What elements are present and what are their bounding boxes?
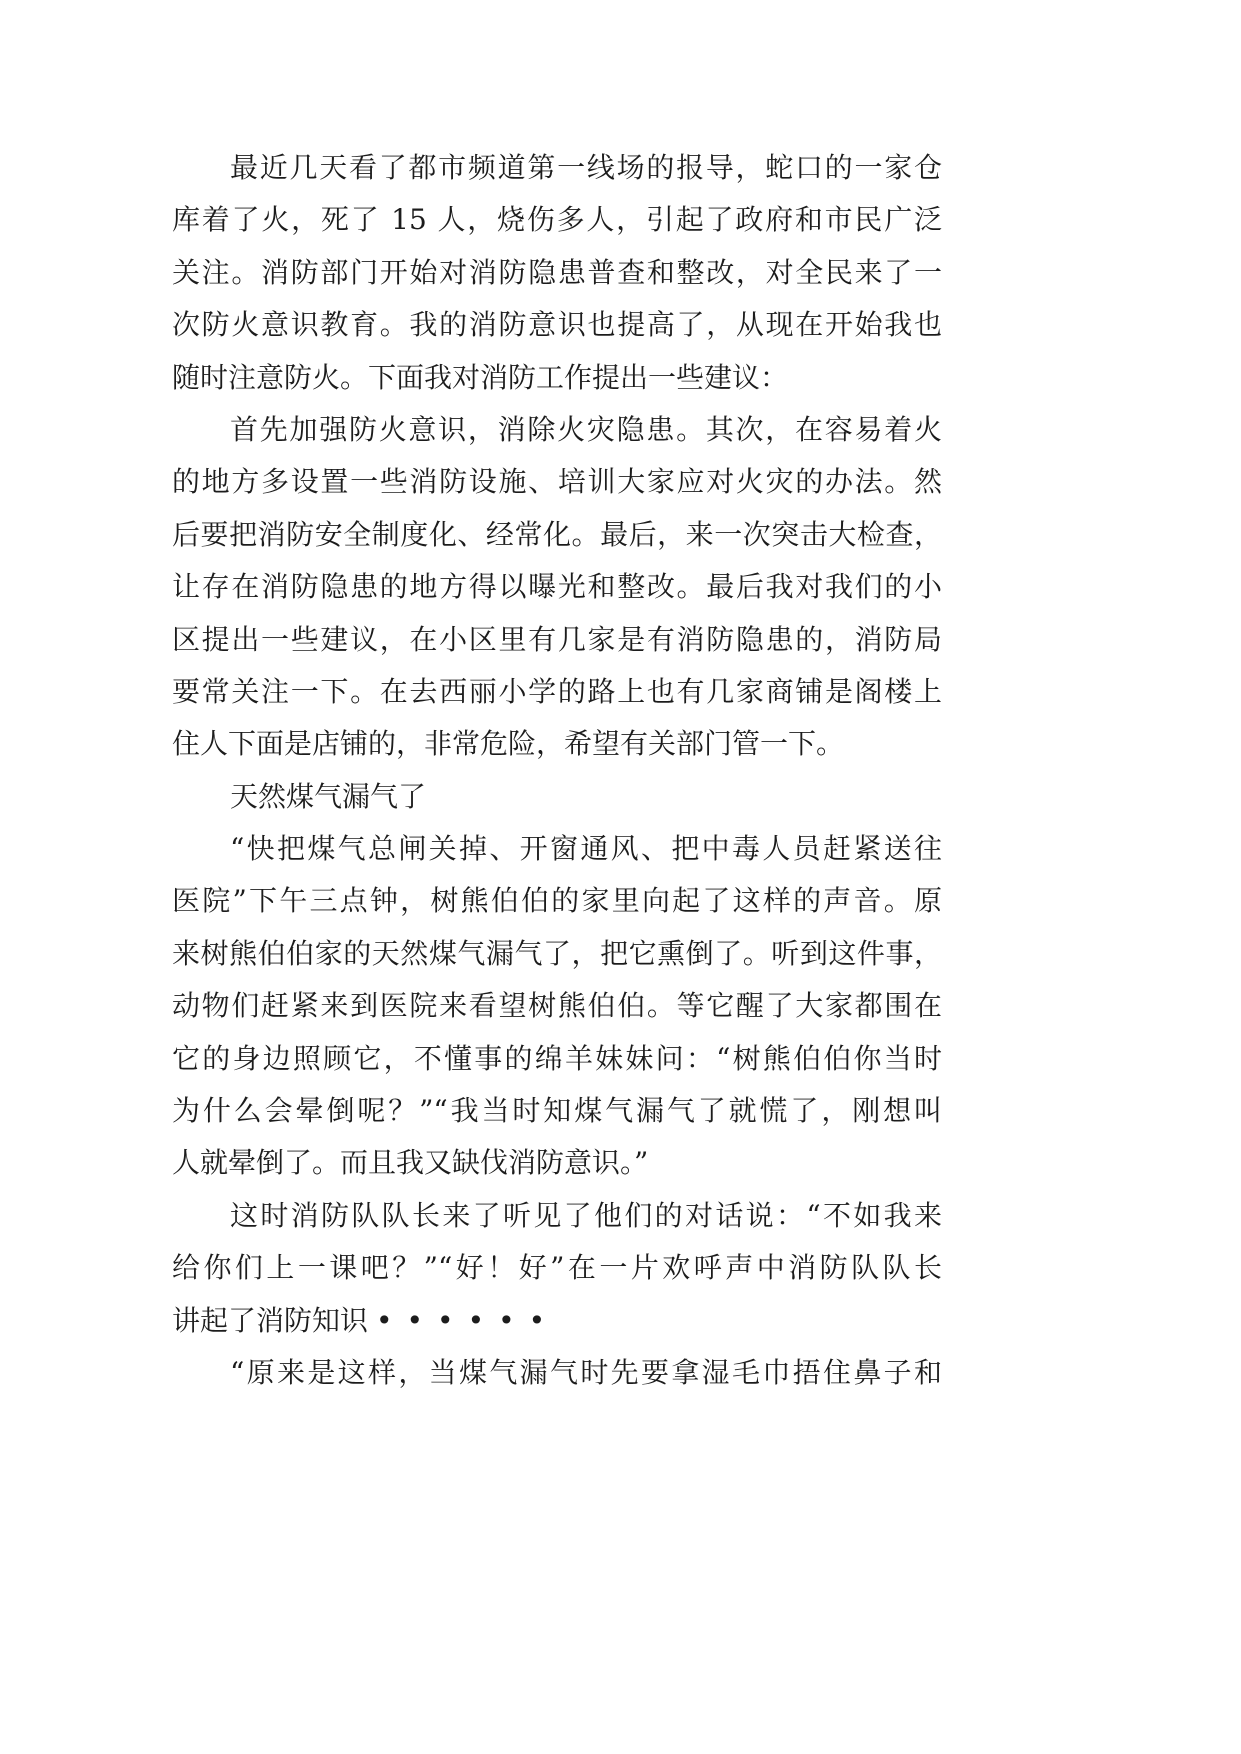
text-line-words: 讲起了消防知识	[172, 1303, 369, 1337]
ellipsis-dots: ••••••	[376, 1303, 560, 1337]
paragraph	[172, 404, 942, 771]
text-line: 给你们上一课吧？”“好！好”在一片欢呼声中消防队队长	[172, 1251, 942, 1285]
document-body	[172, 142, 942, 1399]
text-line: 的地方多设置一些消防设施、培训大家应对火灾的办法。然	[172, 465, 942, 499]
text-line	[172, 1295, 942, 1347]
text-line: 最近几天看了都市频道第一线场的报导，蛇口的一家仓	[230, 151, 942, 184]
text-line: 它的身边照顾它，不懂事的绵羊妹妹问：“树熊伯伯你当时	[172, 1041, 942, 1075]
text-line: 要常关注一下。在去西丽小学的路上也有几家商铺是阁楼上	[172, 674, 942, 708]
paragraph	[172, 823, 942, 1190]
section-heading: 天然煤气漏气了	[230, 779, 427, 813]
text-line: 来树熊伯伯家的天然煤气漏气了，把它熏倒了。听到这件事，	[172, 936, 942, 970]
text-line: “快把煤气总闸关掉、开窗通风、把中毒人员赶紧送往	[230, 832, 942, 866]
text-line: 次防火意识教育。我的消防意识也提高了，从现在开始我也	[172, 308, 942, 342]
paragraph	[172, 1190, 942, 1347]
text-line: 人就晕倒了。而且我又缺伐消防意识。”	[172, 1146, 649, 1180]
text-line: 首先加强防火意识，消除火灾隐患。其次，在容易着火	[230, 412, 942, 446]
text-line: 让存在消防隐患的地方得以曝光和整改。最后我对我们的小	[172, 570, 942, 604]
text-line: 后要把消防安全制度化、经常化。最后，来一次突击大检查，	[172, 517, 942, 551]
text-line: 随时注意防火。下面我对消防工作提出一些建议：	[172, 360, 789, 394]
text-line: 医院”下午三点钟，树熊伯伯的家里向起了这样的声音。原	[172, 884, 942, 918]
text-line: 动物们赶紧来到医院来看望树熊伯伯。等它醒了大家都围在	[172, 989, 942, 1023]
text-line: 区提出一些建议，在小区里有几家是有消防隐患的，消防局	[172, 622, 942, 656]
paragraph	[172, 771, 942, 823]
text-line: 关注。消防部门开始对消防隐患普查和整改，对全民来了一	[172, 255, 942, 289]
text-line: 住人下面是店铺的，非常危险，希望有关部门管一下。	[172, 727, 845, 761]
text-line: “原来是这样，当煤气漏气时先要拿湿毛巾捂住鼻子和	[230, 1355, 942, 1389]
text-line: 为什么会晕倒呢？”“我当时知煤气漏气了就慌了，刚想叫	[172, 1094, 942, 1128]
paragraph	[172, 142, 942, 404]
text-line: 这时消防队队长来了听见了他们的对话说：“不如我来	[230, 1198, 942, 1232]
paragraph	[172, 1347, 942, 1399]
text-line: 库着了火，死了 15 人，烧伤多人，引起了政府和市民广泛	[172, 203, 942, 237]
